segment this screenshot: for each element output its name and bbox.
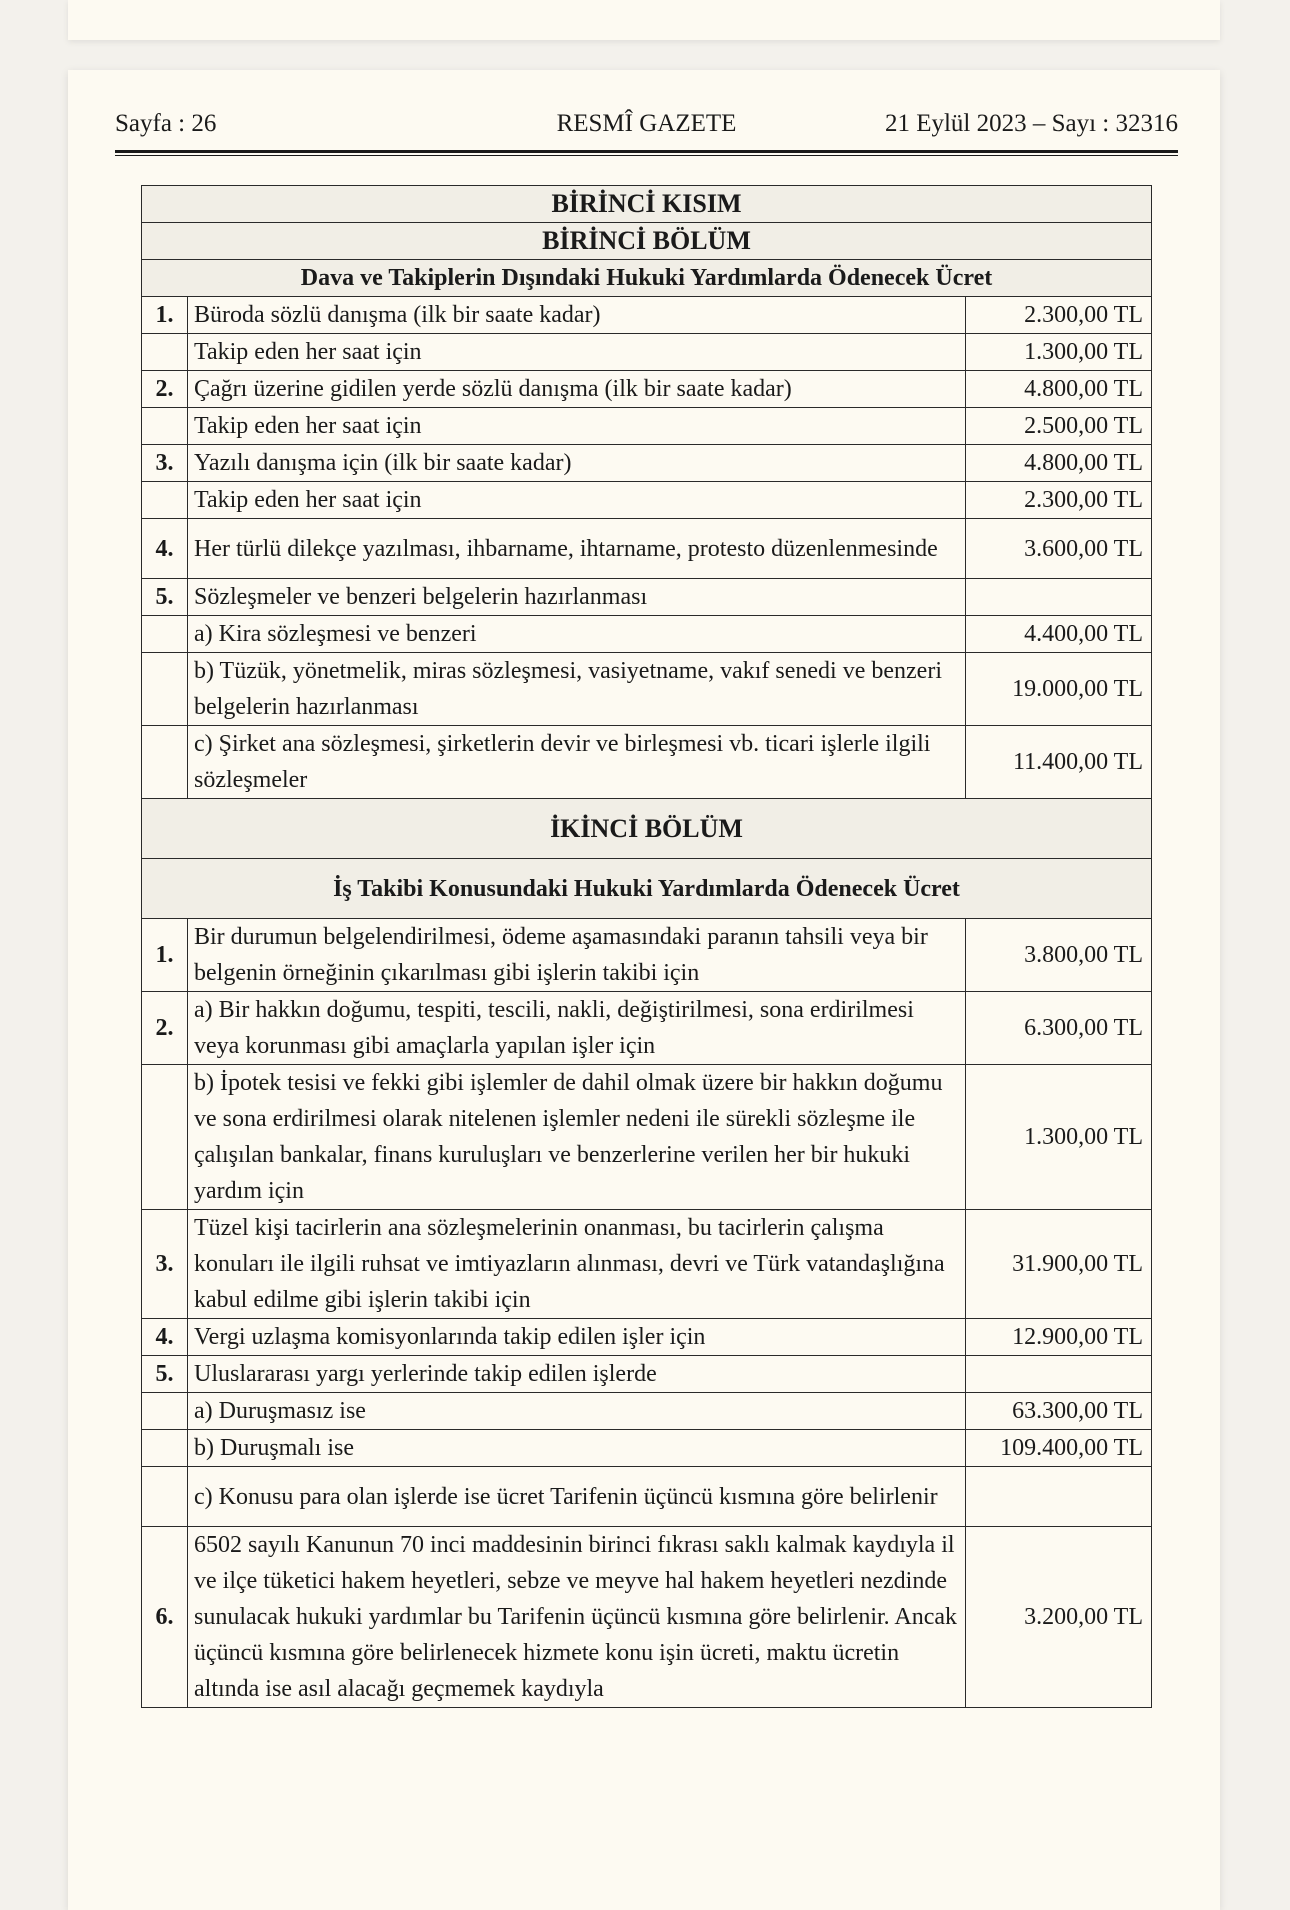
item-number (142, 334, 188, 371)
header-rule (115, 150, 1178, 156)
item-description: Çağrı üzerine gidilen yerde sözlü danışma (ilk bir saate kadar) (188, 371, 966, 408)
fee-amount (965, 579, 1151, 616)
table-row (142, 1430, 1152, 1467)
table-row (142, 579, 1152, 616)
table-row (142, 371, 1152, 408)
item-description: Büroda sözlü danışma (ilk bir saate kadar) (188, 297, 966, 334)
table-row (142, 519, 1152, 579)
section-subtitle: İş Takibi Konusundaki Hukuki Yardımlarda Ödenecek Ücret (142, 859, 1152, 919)
fee-amount: 4.400,00 TL (965, 616, 1151, 653)
fee-amount: 3.600,00 TL (965, 519, 1151, 579)
item-number (142, 616, 188, 653)
fee-amount: 19.000,00 TL (965, 653, 1151, 726)
gazette-title: RESMÎ GAZETE (556, 110, 737, 137)
item-number (142, 1393, 188, 1430)
table-row (142, 653, 1152, 726)
fee-amount: 109.400,00 TL (965, 1430, 1151, 1467)
fee-amount: 6.300,00 TL (965, 992, 1151, 1065)
bolum-title: BİRİNCİ BÖLÜM (142, 223, 1152, 260)
table-row (142, 1467, 1152, 1527)
item-number (142, 408, 188, 445)
table-row (142, 992, 1152, 1065)
table-row (142, 1210, 1152, 1319)
item-description: c) Şirket ana sözleşmesi, şirketlerin devir ve birleşmesi vb. ticari işlerle ilgili sözleşmeler (188, 726, 966, 799)
fee-amount (965, 1356, 1151, 1393)
kisim-title: BİRİNCİ KISIM (142, 186, 1152, 223)
fee-amount: 1.300,00 TL (965, 1065, 1151, 1210)
item-description: a) Bir hakkın doğumu, tespiti, tescili, nakli, değiştirilmesi, sona erdirilmesi veya korunması gibi amaçlarla yapılan işler için (188, 992, 966, 1065)
item-description: Takip eden her saat için (188, 482, 966, 519)
bolum-title: İKİNCİ BÖLÜM (142, 799, 1152, 859)
fee-amount: 3.800,00 TL (965, 919, 1151, 992)
item-number: 3. (142, 1210, 188, 1319)
page-header (115, 110, 1178, 146)
fee-amount: 11.400,00 TL (965, 726, 1151, 799)
item-description: c) Konusu para olan işlerde ise ücret Tarifenin üçüncü kısmına göre belirlenir (188, 1467, 966, 1527)
table-row (142, 445, 1152, 482)
item-description: Yazılı danışma için (ilk bir saate kadar) (188, 445, 966, 482)
item-description: b) İpotek tesisi ve fekki gibi işlemler de dahil olmak üzere bir hakkın doğumu ve sona erdirilmesi olarak nitelenen işlemler nedeni ile sürekli sözleşme ile çalışılan bankalar, finans kuruluşları ve benzerlerine verilen her bir hukuki yardım için (188, 1065, 966, 1210)
item-description: a) Duruşmasız ise (188, 1393, 966, 1430)
fee-amount: 2.500,00 TL (965, 408, 1151, 445)
gazette-page (68, 70, 1220, 1910)
table-row (142, 1356, 1152, 1393)
item-description: 6502 sayılı Kanunun 70 inci maddesinin birinci fıkrası saklı kalmak kaydıyla il ve ilçe tüketici hakem heyetleri, sebze ve meyve hal hakem heyetleri nezdinde sunulacak hukuki yardımlar bu Tarifenin üçüncü kısmına göre belirlenir. Ancak üçüncü kısmına göre belirlenecek hizmete konu işin ücreti, maktu ücretin altında ise asıl alacağı geçmemek kaydıyla (188, 1527, 966, 1708)
item-number: 6. (142, 1527, 188, 1708)
item-number: 2. (142, 371, 188, 408)
item-number: 2. (142, 992, 188, 1065)
fee-amount: 1.300,00 TL (965, 334, 1151, 371)
table-row (142, 1393, 1152, 1430)
fee-amount: 63.300,00 TL (965, 1393, 1151, 1430)
item-description: Takip eden her saat için (188, 408, 966, 445)
item-number: 1. (142, 919, 188, 992)
item-number: 4. (142, 519, 188, 579)
item-description: Bir durumun belgelendirilmesi, ödeme aşamasındaki paranın tahsili veya bir belgenin örneğinin çıkarılması gibi işlerin takibi için (188, 919, 966, 992)
item-description: Sözleşmeler ve benzeri belgelerin hazırlanması (188, 579, 966, 616)
fee-amount: 31.900,00 TL (965, 1210, 1151, 1319)
item-description: Uluslararası yargı yerlerinde takip edilen işlerde (188, 1356, 966, 1393)
item-description: Tüzel kişi tacirlerin ana sözleşmelerinin onanması, bu tacirlerin çalışma konuları ile ilgili ruhsat ve imtiyazların alınması, devri ve Türk vatandaşlığına kabul edilme gibi işlerin takibi için (188, 1210, 966, 1319)
table-row (142, 919, 1152, 992)
table-row (142, 1527, 1152, 1708)
item-description: b) Duruşmalı ise (188, 1430, 966, 1467)
fee-amount: 12.900,00 TL (965, 1319, 1151, 1356)
item-number: 5. (142, 579, 188, 616)
item-number: 1. (142, 297, 188, 334)
table-row (142, 726, 1152, 799)
item-number: 3. (142, 445, 188, 482)
item-description: a) Kira sözleşmesi ve benzeri (188, 616, 966, 653)
date-issue: 21 Eylül 2023 – Sayı : 32316 (884, 110, 1178, 137)
table-row (142, 334, 1152, 371)
fee-amount: 4.800,00 TL (965, 445, 1151, 482)
fee-amount (965, 1467, 1151, 1527)
section-subtitle: Dava ve Takiplerin Dışındaki Hukuki Yardımlarda Ödenecek Ücret (142, 260, 1152, 297)
table-row (142, 297, 1152, 334)
fee-table (141, 185, 1152, 1708)
item-number: 4. (142, 1319, 188, 1356)
item-description: Her türlü dilekçe yazılması, ihbarname, ihtarname, protesto düzenlenmesinde (188, 519, 966, 579)
item-number (142, 1467, 188, 1527)
fee-amount: 3.200,00 TL (965, 1527, 1151, 1708)
item-number (142, 482, 188, 519)
item-number (142, 726, 188, 799)
fee-amount: 2.300,00 TL (965, 482, 1151, 519)
fee-amount: 4.800,00 TL (965, 371, 1151, 408)
fee-amount: 2.300,00 TL (965, 297, 1151, 334)
item-description: Takip eden her saat için (188, 334, 966, 371)
table-row (142, 482, 1152, 519)
item-number (142, 1430, 188, 1467)
previous-page-edge (68, 0, 1220, 40)
item-number (142, 653, 188, 726)
page-number: Sayfa : 26 (115, 110, 217, 137)
item-description: b) Tüzük, yönetmelik, miras sözleşmesi, vasiyetname, vakıf senedi ve benzeri belgelerin hazırlanması (188, 653, 966, 726)
table-row (142, 408, 1152, 445)
item-description: Vergi uzlaşma komisyonlarında takip edilen işler için (188, 1319, 966, 1356)
table-row (142, 1319, 1152, 1356)
table-row (142, 1065, 1152, 1210)
table-row (142, 616, 1152, 653)
item-number: 5. (142, 1356, 188, 1393)
item-number (142, 1065, 188, 1210)
